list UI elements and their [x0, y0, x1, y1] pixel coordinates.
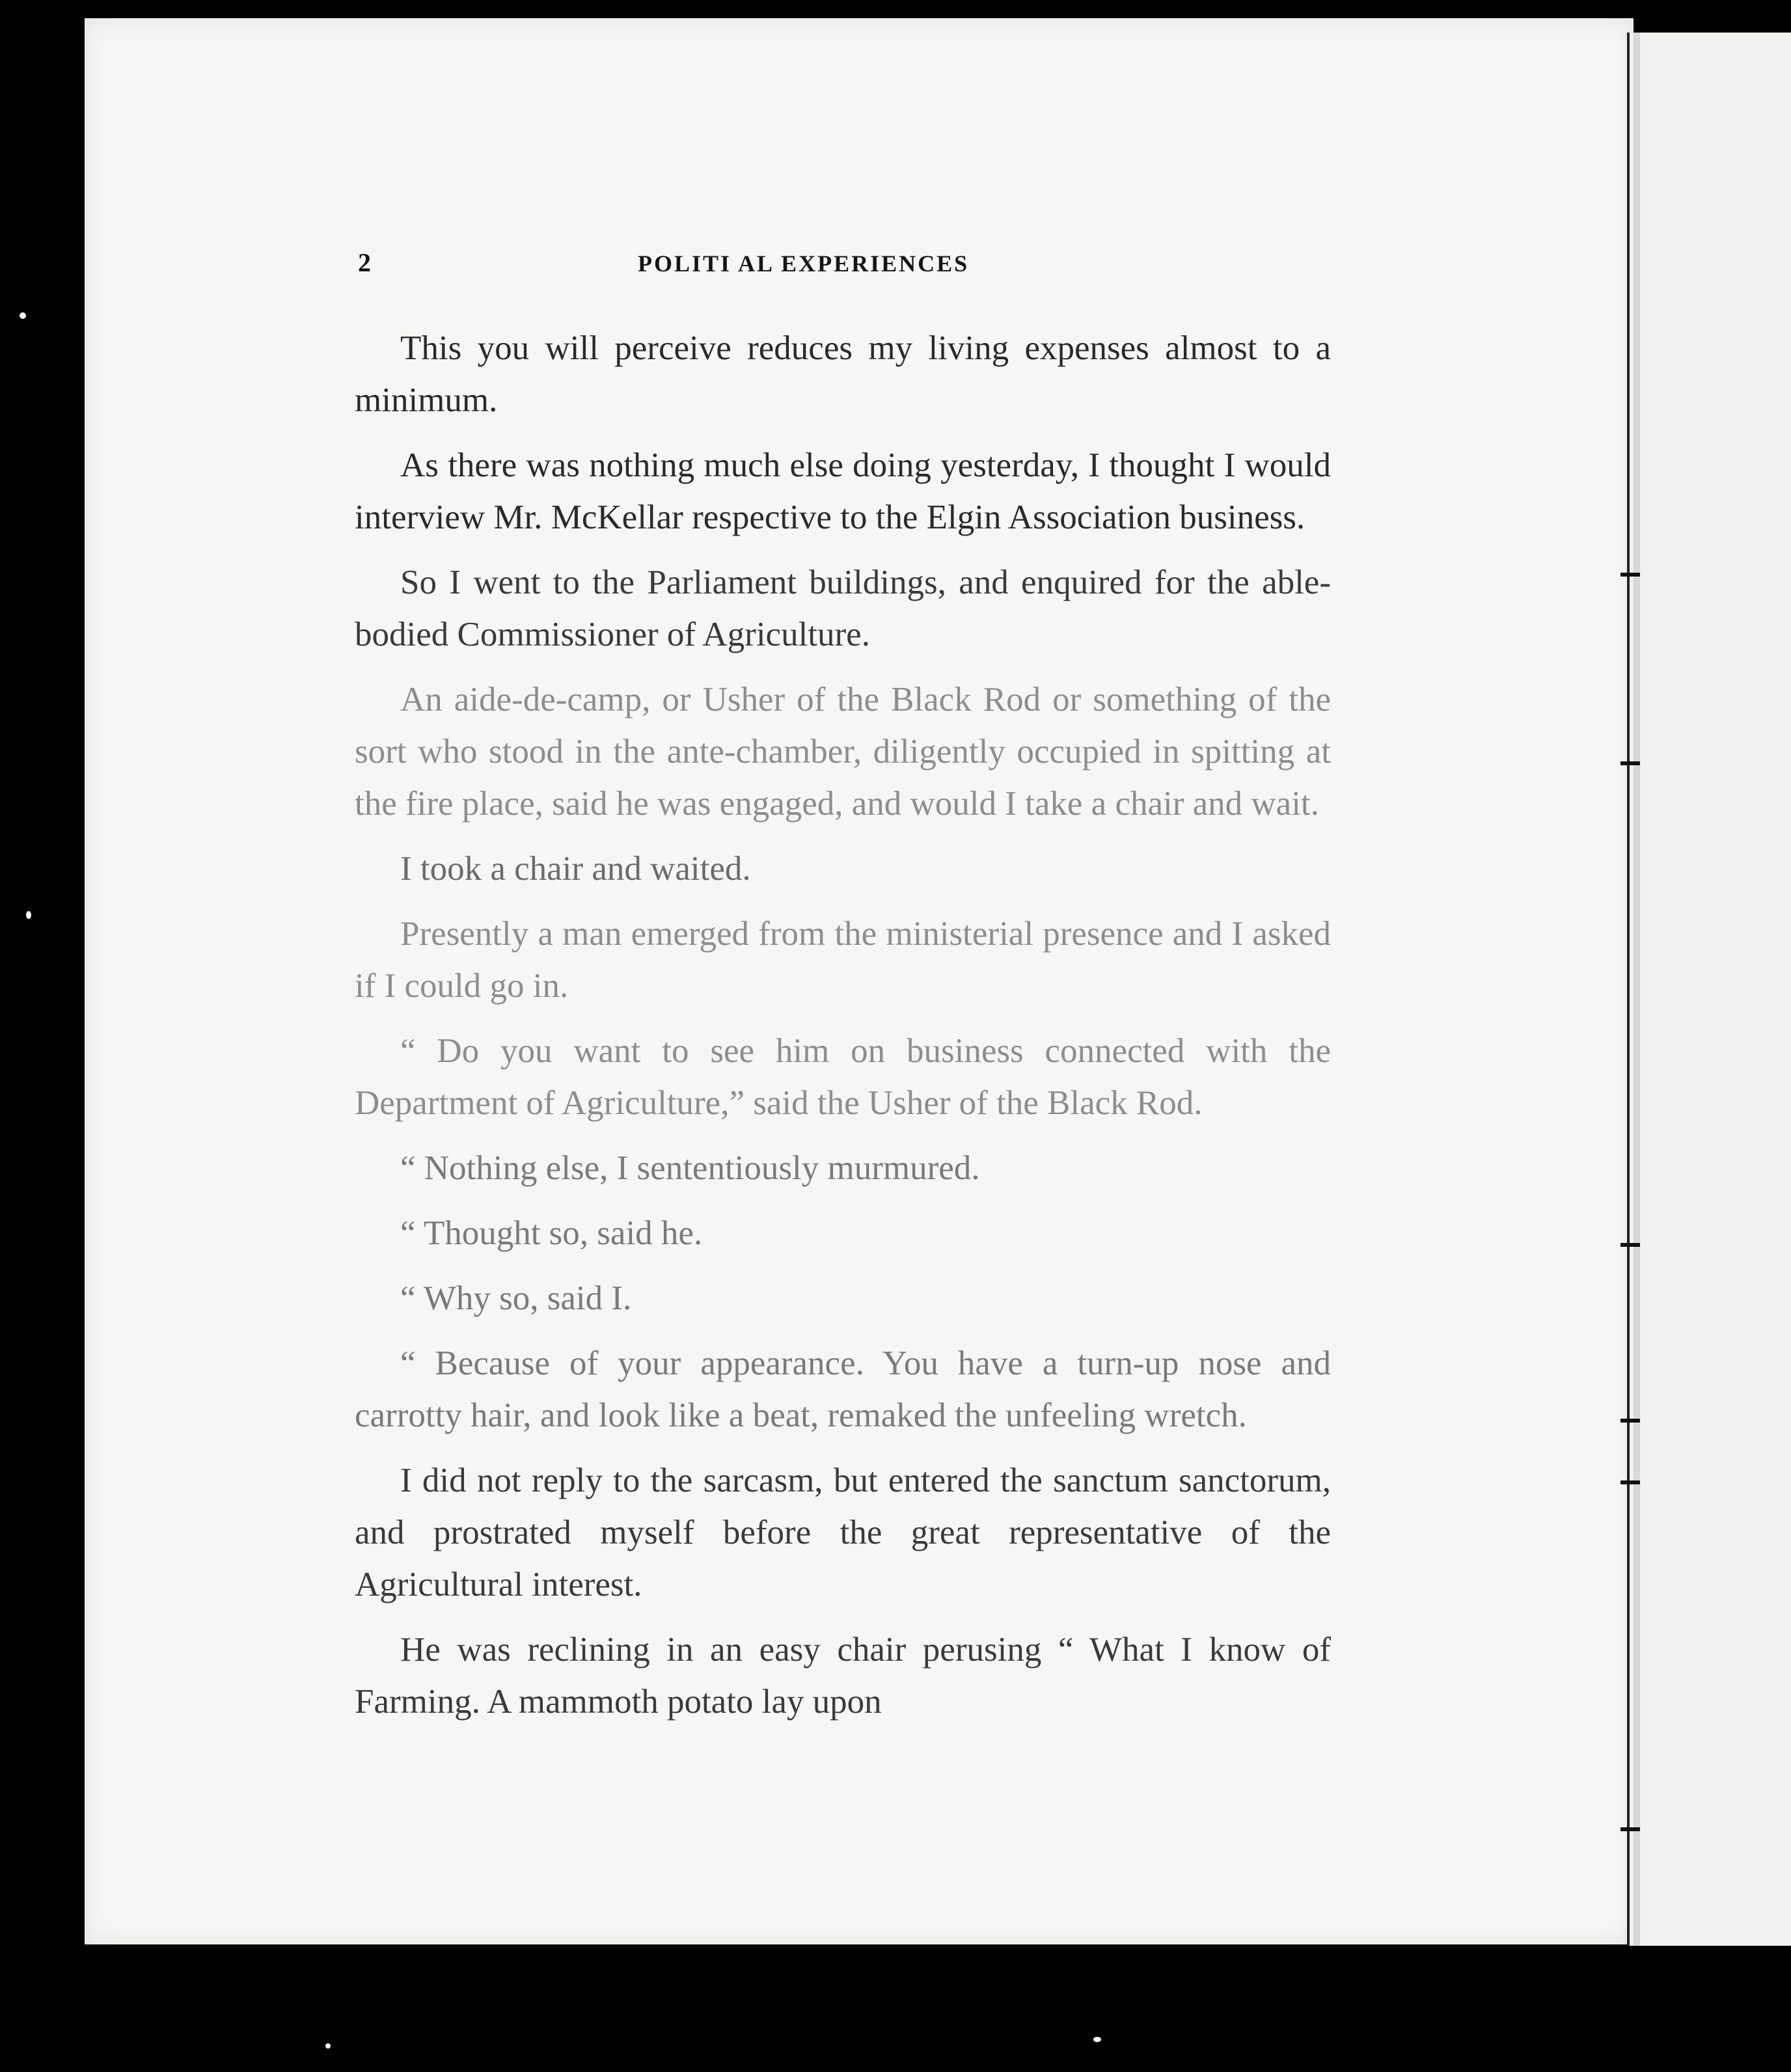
scan-speck	[20, 312, 26, 319]
paragraph: “ Do you want to see him on business connected with the Department of Agriculture,” said the Usher of the Black Rod.	[355, 1032, 1331, 1122]
binding-mark	[1620, 761, 1640, 765]
binding-mark	[1620, 1419, 1640, 1423]
scan-speck	[26, 911, 31, 919]
binding-mark	[1620, 1243, 1640, 1247]
paragraph: I took a chair and waited.	[400, 850, 751, 888]
adjacent-page-edge	[1627, 33, 1791, 1946]
paragraph: This you will perceive reduces my living expenses almost to a minimum.	[355, 329, 1331, 419]
paragraph: “ Nothing else, I sententiously murmured.	[400, 1149, 980, 1187]
page-header	[358, 247, 1367, 286]
paragraph: An aide-de-camp, or Usher of the Black Rod or something of the sort who stood in the ante-chamber, diligently occupied in spitting at the fire place, said he was engaged, and would I take a chair and wait.	[355, 681, 1331, 823]
paragraph: As there was nothing much else doing yesterday, I thought I would interview Mr. McKellar respective to the Elgin Association business.	[355, 446, 1331, 536]
paragraph: I did not reply to the sarcasm, but entered the sanctum sanctorum, and prostrated myself before the great representative of the Agricultural interest.	[355, 1462, 1331, 1603]
paragraph: “ Why so, said I.	[400, 1279, 632, 1317]
paragraph: He was reclining in an easy chair perusing “ What I know of Farming. A mammoth potato lay upon	[355, 1631, 1331, 1721]
scan-speck	[325, 2043, 331, 2049]
running-head: POLITI AL EXPERIENCES	[638, 251, 970, 277]
binding-mark	[1620, 1480, 1640, 1484]
paragraph: “ Because of your appearance. You have a turn-up nose and carrotty hair, and look like a beat, remaked the unfeeling wretch.	[355, 1344, 1331, 1434]
paragraph: So I went to the Parliament buildings, and enquired for the able-bodied Commissioner of Agriculture.	[355, 564, 1331, 653]
binding-mark	[1620, 573, 1640, 577]
scan-speck	[1093, 2037, 1101, 2042]
page-fold	[1634, 33, 1640, 1946]
binding-mark	[1620, 1827, 1640, 1831]
paragraph: Presently a man emerged from the ministerial presence and I asked if I could go in.	[355, 915, 1331, 1005]
paragraph: “ Thought so, said he.	[400, 1214, 703, 1252]
body-text	[355, 322, 1331, 1741]
page-number: 2	[358, 248, 371, 277]
